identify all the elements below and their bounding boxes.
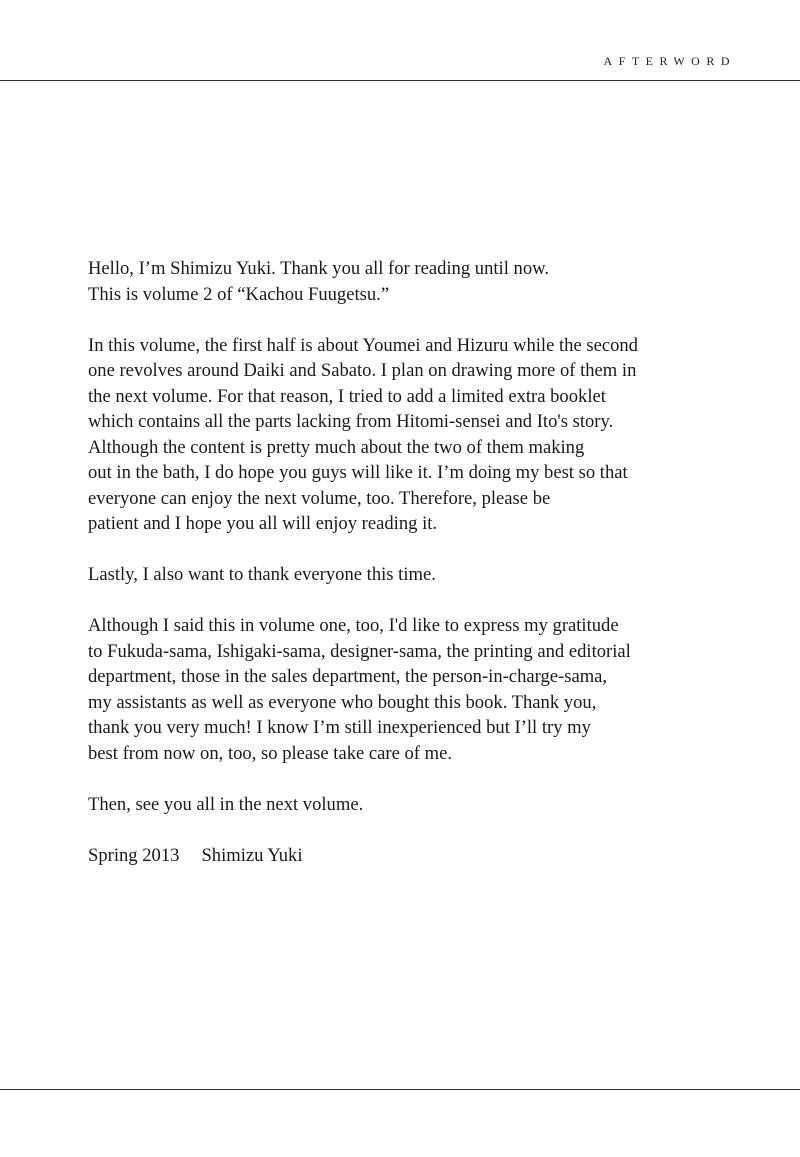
signoff [88, 843, 768, 869]
paragraph-greeting [88, 256, 768, 307]
text-line: everyone can enjoy the next volume, too. Therefore, please be [88, 487, 551, 509]
text-line: This is volume 2 of “Kachou Fuugetsu.” [88, 283, 390, 305]
paragraph-volume-content [88, 333, 768, 537]
text-line: to Fukuda-sama, Ishigaki-sama, designer-sama, the printing and editorial [88, 640, 631, 662]
paragraph-gratitude [88, 613, 768, 766]
text-line: In this volume, the first half is about Youmei and Hizuru while the second [88, 334, 638, 356]
text-line: the next volume. For that reason, I tried to add a limited extra booklet [88, 385, 606, 407]
paragraph-thanks-intro [88, 562, 768, 588]
text-line: one revolves around Daiki and Sabato. I plan on drawing more of them in [88, 360, 637, 381]
text-line: Although the content is pretty much about the two of them making [88, 436, 585, 458]
text-line: Then, see you all in the next volume. [88, 793, 364, 815]
text-line: best from now on, too, so please take care of me. [88, 742, 453, 764]
signoff-author: Shimizu Yuki [201, 844, 303, 866]
paragraph-closing [88, 792, 768, 818]
text-line: my assistants as well as everyone who bought this book. Thank you, [88, 691, 597, 713]
text-line: department, those in the sales department, the person-in-charge-sama, [88, 666, 608, 687]
text-line: which contains all the parts lacking from Hitomi-sensei and Ito's story. [88, 411, 614, 432]
text-line: Lastly, I also want to thank everyone this time. [88, 564, 436, 585]
text-line: out in the bath, I do hope you guys will like it. I’m doing my best so that [88, 462, 628, 483]
afterword-body [88, 256, 768, 868]
bottom-rule [0, 1089, 800, 1090]
top-rule [0, 80, 800, 81]
page-header-title: AFTERWORD [603, 54, 736, 68]
text-line: patient and I hope you all will enjoy reading it. [88, 513, 438, 534]
text-line: thank you very much! I know I’m still inexperienced but I’ll try my [88, 717, 591, 738]
text-line: Hello, I’m Shimizu Yuki. Thank you all for reading until now. [88, 258, 549, 279]
text-line: Although I said this in volume one, too, I'd like to express my gratitude [88, 615, 619, 636]
signoff-season: Spring 2013 [88, 844, 180, 866]
